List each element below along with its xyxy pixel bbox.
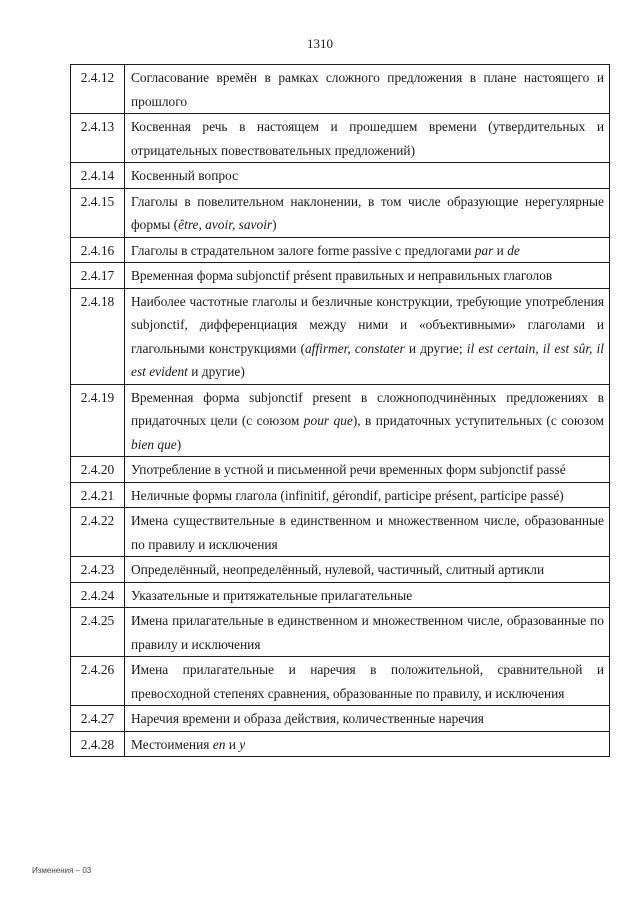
topic-text bbox=[125, 482, 610, 508]
topic-text bbox=[125, 457, 610, 483]
topic-text bbox=[125, 237, 610, 263]
text-segment: и bbox=[493, 242, 508, 258]
section-number: 2.4.28 bbox=[71, 731, 125, 757]
text-segment: ), в придаточных уступительных (с союзом bbox=[352, 413, 604, 428]
topic-text bbox=[125, 114, 610, 163]
topic-text bbox=[125, 582, 610, 608]
italic-term: bien que bbox=[131, 436, 177, 452]
italic-term: il est certain, il est sûr, il est evident bbox=[131, 340, 604, 379]
italic-term: en bbox=[212, 736, 226, 752]
section-number: 2.4.15 bbox=[71, 188, 125, 237]
text-segment: Глаголы в страдательном залоге forme passive с предлогами bbox=[131, 242, 475, 258]
text-segment: Местоимения bbox=[131, 736, 213, 752]
italic-term: y bbox=[239, 736, 246, 752]
text-segment: Имена прилагательные и наречия в положительной, сравнительной и превосходной степенях сравнения, образованные по правилу, и исключения bbox=[131, 662, 604, 701]
page-number: 1310 bbox=[307, 36, 333, 51]
text-segment: Употребление в устной и письменной речи временных форм subjonctif passé bbox=[131, 462, 566, 477]
footer-note: Изменения – 03 bbox=[32, 866, 92, 875]
text-segment: Временная форма subjonctif présent правильных и неправильных глаголов bbox=[131, 268, 553, 283]
section-number: 2.4.14 bbox=[71, 163, 125, 189]
table-row bbox=[71, 263, 610, 289]
section-number: 2.4.12 bbox=[71, 65, 125, 114]
section-number: 2.4.19 bbox=[71, 384, 125, 457]
topic-text bbox=[125, 163, 610, 189]
text-segment: Определённый, неопределённый, нулевой, частичный, слитный артикли bbox=[131, 562, 545, 577]
text-segment: и bbox=[225, 736, 240, 752]
text-segment: Согласование времён в рамках сложного предложения в плане настоящего и прошлого bbox=[131, 70, 604, 109]
table-row bbox=[71, 237, 610, 263]
text-segment: Имена прилагательные в единственном и множественном числе, образованные по правилу и исключения bbox=[131, 613, 604, 652]
section-number: 2.4.17 bbox=[71, 263, 125, 289]
table-row bbox=[71, 482, 610, 508]
table-row bbox=[71, 188, 610, 237]
table-row bbox=[71, 457, 610, 483]
topic-text bbox=[125, 657, 610, 706]
text-segment: ) bbox=[272, 217, 277, 232]
text-segment: и другие; bbox=[404, 340, 467, 356]
section-number: 2.4.26 bbox=[71, 657, 125, 706]
table-row bbox=[71, 706, 610, 732]
section-number: 2.4.16 bbox=[71, 237, 125, 263]
topic-text bbox=[125, 263, 610, 289]
table-row bbox=[71, 114, 610, 163]
section-number: 2.4.20 bbox=[71, 457, 125, 483]
italic-term: par bbox=[474, 242, 494, 258]
table-row bbox=[71, 657, 610, 706]
content-table bbox=[70, 64, 610, 757]
section-number: 2.4.18 bbox=[71, 288, 125, 384]
topic-text bbox=[125, 508, 610, 557]
italic-term: être, avoir, savoir bbox=[178, 217, 273, 232]
text-segment: Косвенный вопрос bbox=[131, 168, 239, 183]
topic-text bbox=[125, 706, 610, 732]
topic-text bbox=[125, 384, 610, 457]
topic-text bbox=[125, 188, 610, 237]
section-number: 2.4.27 bbox=[71, 706, 125, 732]
topic-text bbox=[125, 288, 610, 384]
text-segment: Наиболее частотные глаголы и безличные конструкции, требующие употребления subjonctif, дифференциация между ними и «объективными» глаголами и глагольными конструкциями ( bbox=[131, 293, 604, 356]
section-number: 2.4.25 bbox=[71, 608, 125, 657]
section-number: 2.4.13 bbox=[71, 114, 125, 163]
table-row bbox=[71, 288, 610, 384]
table-row bbox=[71, 163, 610, 189]
table-row bbox=[71, 65, 610, 114]
section-number: 2.4.23 bbox=[71, 557, 125, 583]
table-row bbox=[71, 731, 610, 757]
section-number: 2.4.21 bbox=[71, 482, 125, 508]
table-body bbox=[71, 65, 610, 757]
section-number: 2.4.24 bbox=[71, 582, 125, 608]
text-segment: Указательные и притяжательные прилагательные bbox=[131, 587, 413, 603]
topic-text bbox=[125, 557, 610, 583]
topic-text bbox=[125, 65, 610, 114]
text-segment: Наречия времени и образа действия, количественные наречия bbox=[131, 711, 484, 726]
italic-term: pour que bbox=[303, 413, 353, 428]
table-row bbox=[71, 384, 610, 457]
text-segment: Неличные формы глагола (infinitif, gérondif, participe présent, participe passé) bbox=[131, 487, 564, 503]
text-segment: Временная форма subjonctif present в сложноподчинённых предложениях в придаточных цели (с союзом bbox=[131, 389, 604, 428]
italic-term: de bbox=[507, 242, 520, 258]
italic-term: affirmer, constater bbox=[304, 340, 405, 356]
text-segment: и другие) bbox=[187, 364, 245, 379]
text-segment: Косвенная речь в настоящем и прошедшем времени (утвердительных и отрицательных повествовательных предложений) bbox=[131, 119, 604, 158]
text-segment: Глаголы в повелительном наклонении, в том числе образующие нерегулярные формы ( bbox=[131, 193, 604, 232]
topic-text bbox=[125, 731, 610, 757]
table-row bbox=[71, 508, 610, 557]
text-segment: ) bbox=[176, 436, 182, 452]
table-row bbox=[71, 608, 610, 657]
text-segment: Имена существительные в единственном и множественном числе, образованные по правилу и исключения bbox=[131, 513, 604, 552]
table-row bbox=[71, 557, 610, 583]
table-row bbox=[71, 582, 610, 608]
section-number: 2.4.22 bbox=[71, 508, 125, 557]
topic-text bbox=[125, 608, 610, 657]
